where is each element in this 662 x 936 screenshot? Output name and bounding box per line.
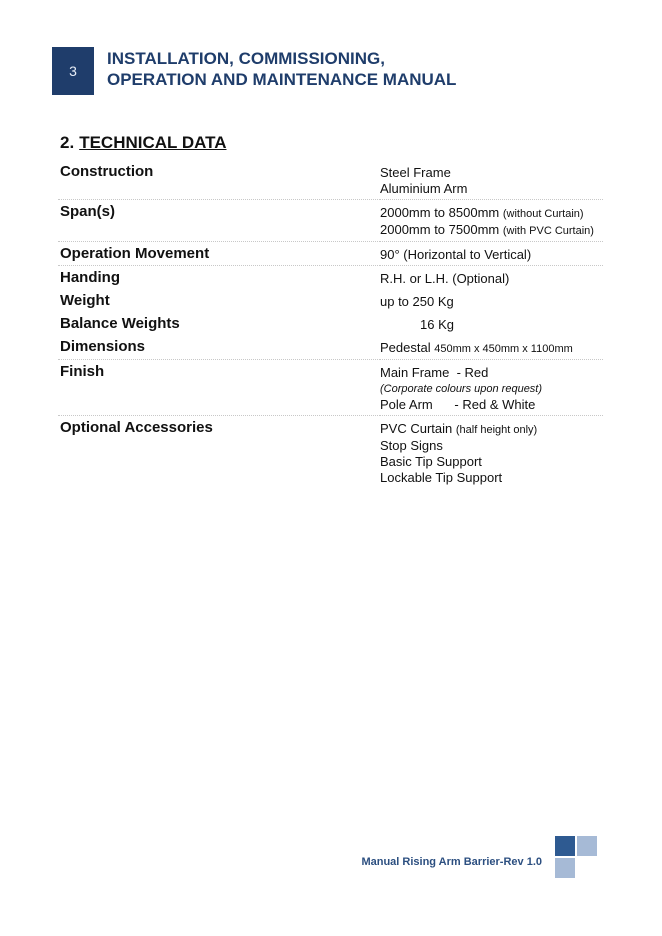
spec-value (380, 416, 603, 489)
spec-label: Dimensions (58, 335, 380, 360)
spec-value: 90° (Horizontal to Vertical) (380, 242, 603, 266)
section-heading (60, 133, 227, 153)
footer-logo-square (555, 836, 575, 856)
spec-label: Finish (58, 360, 380, 416)
footer-logo-square (577, 836, 597, 856)
spec-value-line: PVC Curtain (380, 421, 453, 436)
spec-row-weight (58, 289, 603, 312)
spec-label: Weight (60, 292, 110, 309)
spec-row-handing (58, 266, 603, 290)
page-number-badge (52, 47, 94, 95)
spec-value-note: (half height only) (455, 424, 538, 436)
spec-row-span (58, 200, 603, 242)
document-header-title (107, 48, 627, 90)
spec-value-note: (with PVC Curtain) (502, 225, 594, 237)
spec-row-balance-weights (58, 312, 603, 335)
spec-value: R.H. or L.H. (Optional) (380, 271, 510, 286)
spec-label: Construction (58, 160, 380, 200)
spec-value-line: Main Frame - Red (380, 365, 489, 380)
footer-document-title: Manual Rising Arm Barrier-Rev 1.0 (361, 856, 542, 868)
spec-value: up to 250 Kg (380, 294, 454, 309)
spec-value (380, 160, 603, 200)
spec-value-note: (Corporate colours upon request) (380, 383, 543, 395)
spec-value (380, 312, 603, 335)
technical-data-table (58, 160, 603, 488)
spec-value-line: Aluminium Arm (380, 181, 468, 196)
spec-row-finish (58, 360, 603, 416)
spec-value-text: 16 Kg (420, 317, 454, 332)
spec-label: Span(s) (58, 200, 380, 242)
spec-value-note: 450mm x 450mm x 1100mm (434, 343, 573, 355)
spec-row-dimensions (58, 335, 603, 360)
spec-value-line: Stop Signs (380, 438, 443, 453)
spec-value-line: Lockable Tip Support (380, 470, 503, 485)
section-title: TECHNICAL DATA (79, 133, 227, 152)
spec-row-accessories (58, 416, 603, 489)
spec-label: Optional Accessories (60, 419, 213, 436)
page-number: 3 (69, 63, 77, 79)
section-number: 2. (60, 133, 75, 152)
spec-value-line: Steel Frame (380, 165, 451, 180)
spec-value (380, 200, 603, 242)
spec-value (380, 335, 603, 360)
spec-value-line: Basic Tip Support (380, 454, 482, 469)
spec-label: Operation Movement (58, 242, 380, 266)
spec-row-construction (58, 160, 603, 200)
header-title-line2: OPERATION AND MAINTENANCE MANUAL (107, 70, 457, 89)
spec-value-line: Pole Arm - Red & White (380, 397, 536, 412)
spec-value-line: 2000mm to 8500mm (380, 205, 500, 220)
spec-value-text: Pedestal (380, 340, 431, 355)
spec-row-operation (58, 242, 603, 266)
spec-value (380, 360, 603, 416)
spec-label: Balance Weights (60, 315, 180, 332)
header-title-line1: INSTALLATION, COMMISSIONING, (107, 49, 385, 68)
spec-value-line: 2000mm to 7500mm (380, 222, 500, 237)
footer-logo-square (555, 858, 575, 878)
spec-value-note: (without Curtain) (502, 208, 584, 220)
spec-label: Handing (60, 269, 120, 286)
